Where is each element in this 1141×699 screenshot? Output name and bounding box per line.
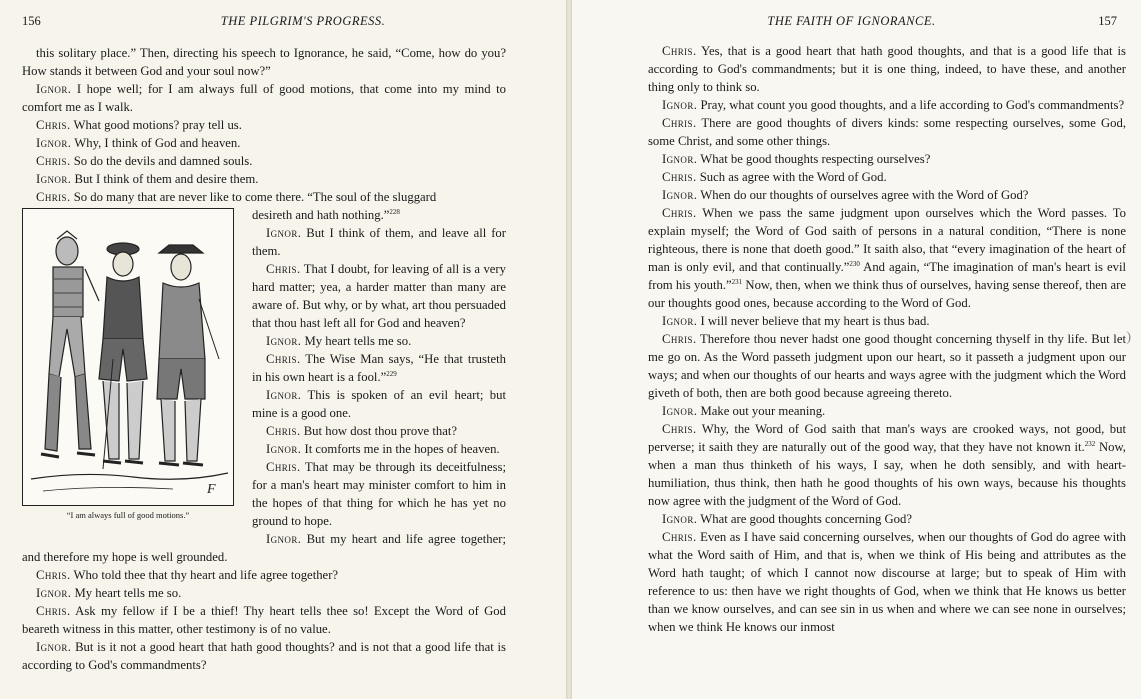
left-page — [0, 0, 566, 699]
speaker-label: Chris. — [36, 154, 71, 168]
dialogue-line — [22, 152, 506, 170]
dialogue-line — [22, 188, 506, 206]
line-text: Now, when a man thus thinketh of his ways, I say, when he doth sensibly, and with heart-humiliation, thus think, then hath he good thoughts of his own ways, because his thoughts now agree with the judgment of the Word of God. — [648, 440, 1126, 508]
speaker-label: Chris. — [266, 460, 301, 474]
line-text: There are good thoughts of divers kinds: some respecting ourselves, some God, some Christ, and some other things. — [648, 116, 1126, 148]
three-figures-engraving-icon — [23, 209, 233, 505]
line-text: When we pass the same judgment upon ourselves which the Word passes. To explain myself; the Word of God saith of persons in a natural condition, “There is none righteous, there is none that doeth good.” It saith also, that “every imagination of the heart of man is only evil, and that continually.” — [648, 206, 1126, 274]
speaker-label: Chris. — [662, 332, 697, 346]
dialogue-line — [648, 114, 1126, 150]
line-text: So do the devils and damned souls. — [70, 154, 253, 168]
line-text: What are good thoughts concerning God? — [697, 512, 913, 526]
dialogue-line — [22, 116, 506, 134]
line-text: But I think of them and desire them. — [71, 172, 259, 186]
line-text: Yes, that is a good heart that hath good thoughts, and that is a good life that is according to God's commandments; but it is one thing, indeed, to have these, and another thing only to think so. — [648, 44, 1126, 94]
line-text: But how dost thou prove that? — [300, 424, 458, 438]
line-text: Therefore thou never hadst one good thought concerning thyself in thy life. But let me go on. As the Word passeth judgment upon our heart, so it passeth a judgment upon our ways; and when our thoughts of our hearts and ways agree with the judgment which the Word giveth of both, then are both good because agreeing thereto. — [648, 332, 1126, 400]
dialogue-line — [648, 528, 1126, 636]
speaker-label: Chris. — [36, 190, 71, 204]
line-text: This is spoken of an evil heart; but mine is a good one. — [252, 388, 506, 420]
line-text: The Wise Man says, “He that trusteth in his own heart is a fool.” — [252, 352, 506, 384]
dialogue-line — [648, 150, 1126, 168]
dialogue-line — [648, 402, 1126, 420]
line-text: Pray, what count you good thoughts, and a life according to God's commandments? — [697, 98, 1125, 112]
speaker-label: Ignor. — [36, 82, 72, 96]
speaker-label: Ignor. — [662, 512, 698, 526]
dialogue-line — [648, 510, 1126, 528]
speaker-label: Ignor. — [36, 136, 72, 150]
right-page-header — [572, 14, 1141, 32]
footnote-ref: 229 — [386, 369, 397, 378]
line-text: What good motions? pray tell us. — [70, 118, 242, 132]
line-text: But I think of them, and leave all for them. — [252, 226, 506, 258]
speaker-label: Chris. — [36, 568, 71, 582]
left-page-number: 156 — [22, 14, 41, 28]
dialogue-line — [22, 134, 506, 152]
engraver-monogram: F — [207, 482, 216, 497]
line-text: Why, I think of God and heaven. — [71, 136, 241, 150]
dialogue-line — [648, 96, 1126, 114]
line-text: Make out your meaning. — [697, 404, 826, 418]
footnote-ref: 230 — [849, 259, 860, 268]
dialogue-line — [648, 168, 1126, 186]
line-text: Why, the Word of God saith that man's ways are crooked ways, not good, but perverse; it saith they are naturally out of the good way, that they have not known it. — [648, 422, 1126, 454]
speaker-label: Chris. — [662, 170, 697, 184]
speaker-label: Chris. — [266, 262, 301, 276]
left-page-text — [22, 44, 506, 674]
line-text: I hope well; for I am always full of good motions, that come into my mind to comfort me as I walk. — [22, 82, 506, 114]
left-running-head: THE PILGRIM'S PROGRESS. — [220, 14, 386, 28]
speaker-label: Ignor. — [36, 586, 72, 600]
dialogue-line — [648, 204, 1126, 312]
speaker-label: Chris. — [36, 604, 71, 618]
line-text: I will never believe that my heart is thus bad. — [697, 314, 930, 328]
line-text: Now, then, when we think thus of ourselves, having sense thereof, then are our thoughts good ones, because according to the Word of God. — [648, 278, 1126, 310]
speaker-label: Chris. — [36, 118, 71, 132]
speaker-label: Chris. — [266, 352, 301, 366]
speaker-label: Ignor. — [662, 314, 698, 328]
line-text: My heart tells me so. — [301, 334, 412, 348]
speaker-label: Chris. — [662, 206, 697, 220]
illustration-frame — [22, 208, 234, 506]
dialogue-line — [22, 80, 506, 116]
right-running-head: THE FAITH OF IGNORANCE. — [767, 14, 936, 28]
line-text: Ask my fellow if I be a thief! Thy heart tells thee so! Except the Word of God beareth witness in this matter, other testimony is of no value. — [22, 604, 506, 636]
line-text: My heart tells me so. — [71, 586, 182, 600]
line-text: Even as I have said concerning ourselves, when our thoughts of God do agree with what the Word saith of Him, and that is, when we think of His being and attributes as the Word hath taught; of which I cannot now discourse at large; but to speak of Him with reference to us: then have we right thoughts of God, when we think that He knows us better than we know ourselves, and can see sin in us when and where we can see none in ourselves; when we think He knows our inmost — [648, 530, 1126, 634]
right-page-text — [648, 42, 1126, 636]
speaker-label: Ignor. — [662, 188, 698, 202]
line-text: Such as agree with the Word of God. — [696, 170, 887, 184]
line-text: It comforts me in the hopes of heaven. — [301, 442, 500, 456]
footnote-ref: 231 — [731, 277, 743, 286]
dialogue-line — [22, 638, 506, 674]
dialogue-line — [22, 602, 506, 638]
line-text: But is it not a good heart that hath good thoughts? and is not that a good life that is according to God's commandments? — [22, 640, 506, 672]
dialogue-line — [648, 186, 1126, 204]
speaker-label: Ignor. — [266, 334, 302, 348]
speaker-label: Ignor. — [662, 152, 698, 166]
dialogue-line — [648, 330, 1126, 402]
dialogue-line — [648, 312, 1126, 330]
footnote-ref: 228 — [389, 207, 400, 216]
line-text: Who told thee that thy heart and life agree together? — [70, 568, 339, 582]
line-text: And again, “The imagination of man's heart is evil from his youth.” — [648, 260, 1126, 292]
speaker-label: Ignor. — [36, 172, 72, 186]
line-text: this solitary place.” Then, directing his speech to Ignorance, he said, “Come, how do you? How stands it between God and your soul now?” — [22, 46, 506, 78]
line-text: That I doubt, for leaving of all is a very hard matter; yea, a harder matter than many are aware of. But why, or by what, art thou persuaded that thou hast left all for God and heaven? — [252, 262, 506, 330]
speaker-label: Chris. — [662, 116, 697, 130]
left-page-header — [0, 14, 566, 32]
dialogue-line — [648, 420, 1126, 510]
dialogue-line — [22, 584, 506, 602]
speaker-label: Ignor. — [266, 226, 302, 240]
illustration-caption: “I am always full of good motions.” — [66, 510, 190, 520]
line-text: But my heart and life agree together; and therefore my hope is well grounded. — [22, 532, 506, 564]
dialogue-line — [648, 42, 1126, 96]
right-page-number: 157 — [1098, 14, 1117, 28]
line-text: So do many that are never like to come there. “The soul of the sluggard — [70, 190, 437, 204]
margin-mark: ) — [1126, 330, 1131, 345]
speaker-label: Chris. — [266, 424, 301, 438]
line-text: That may be through its deceitfulness; for a man's heart may minister comfort to him in the hopes of that thing for which he has yet no ground to hope. — [252, 460, 506, 528]
dialogue-line — [22, 44, 506, 80]
speaker-label: Ignor. — [266, 388, 302, 402]
line-text: When do our thoughts of ourselves agree with the Word of God? — [697, 188, 1029, 202]
speaker-label: Ignor. — [36, 640, 72, 654]
dialogue-line — [22, 170, 506, 188]
speaker-label: Ignor. — [662, 404, 698, 418]
speaker-label: Ignor. — [662, 98, 698, 112]
right-page — [572, 0, 1141, 699]
speaker-label: Chris. — [662, 530, 697, 544]
speaker-label: Ignor. — [266, 442, 302, 456]
dialogue-line — [22, 566, 506, 584]
speaker-label: Chris. — [662, 44, 697, 58]
illustration — [22, 206, 240, 536]
footnote-ref: 232 — [1084, 439, 1096, 448]
line-text: What be good thoughts respecting ourselves? — [697, 152, 931, 166]
speaker-label: Ignor. — [266, 532, 302, 546]
line-text: desireth and hath nothing.” — [252, 208, 390, 222]
speaker-label: Chris. — [662, 422, 697, 436]
